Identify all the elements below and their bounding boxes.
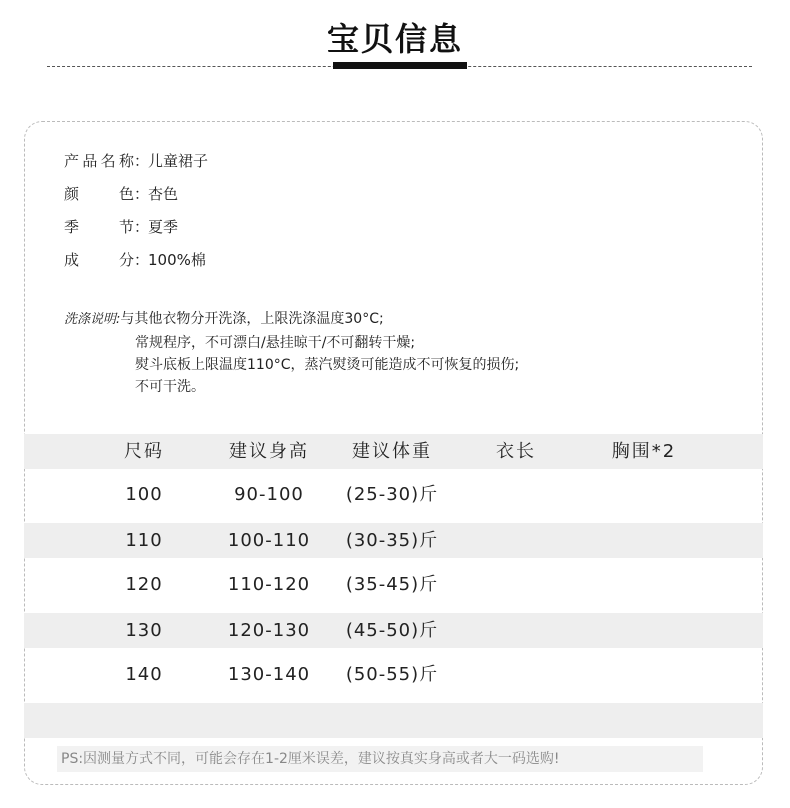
table-cell-size: 120 <box>125 574 163 595</box>
table-cell-height: 90-100 <box>234 484 304 505</box>
table-header-cell: 衣长 <box>496 441 536 462</box>
page-title: 宝贝信息 <box>326 20 463 58</box>
washing-line-1 <box>64 308 384 328</box>
spec-label: 产品名称 <box>64 152 134 170</box>
table-cell-size: 110 <box>125 530 163 551</box>
table-cell-chest <box>594 567 694 602</box>
table-header-cell: 胸围*2 <box>611 441 677 462</box>
table-cell-length <box>476 477 556 512</box>
title-underline-bar <box>333 62 467 69</box>
table-cell-chest <box>594 657 694 692</box>
table-cell-weight: (50-55)斤 <box>345 664 439 685</box>
spec-colon: ： <box>134 218 150 236</box>
table-cell-length <box>476 657 556 692</box>
spec-row-season <box>64 216 178 238</box>
spec-label: 季节 <box>64 218 134 236</box>
washing-text: 与其他衣物分开洗涤，上限洗涤温度30°C; <box>120 311 384 327</box>
table-row <box>24 613 763 648</box>
table-row <box>24 523 763 558</box>
spec-row-color <box>64 183 178 205</box>
table-cell-height: 110-120 <box>227 574 311 595</box>
washing-line-3: 熨斗底板上限温度110°C，蒸汽熨烫可能造成不可恢复的损伤; <box>135 357 520 373</box>
spec-colon: ： <box>134 185 150 203</box>
table-header-cell: 建议体重 <box>352 441 432 462</box>
measurement-note: PS:因测量方式不同，可能会存在1-2厘米误差，建议按真实身高或者大一码选购! <box>57 746 703 772</box>
table-cell-size: 140 <box>125 664 163 685</box>
spec-label: 颜色 <box>64 185 134 203</box>
washing-line-4: 不可干洗。 <box>135 379 205 395</box>
table-header-cell: 建议身高 <box>229 441 309 462</box>
table-header-cell: 尺码 <box>124 441 164 462</box>
spec-row-material <box>64 249 206 271</box>
table-header-row <box>24 434 763 469</box>
washing-label: 洗涤说明: <box>64 312 121 327</box>
table-cell-weight: (45-50)斤 <box>345 620 439 641</box>
table-row-empty <box>24 703 763 738</box>
table-cell-height: 120-130 <box>227 620 311 641</box>
table-cell-size: 130 <box>125 620 163 641</box>
table-cell-chest <box>594 523 694 558</box>
table-cell-length <box>476 523 556 558</box>
table-cell-size: 100 <box>125 484 163 505</box>
spec-row-name <box>64 150 208 172</box>
table-cell-weight: (30-35)斤 <box>345 530 439 551</box>
washing-line-2: 常规程序，不可漂白/悬挂晾干/不可翻转干燥; <box>135 335 416 351</box>
table-cell-length <box>476 567 556 602</box>
spec-label: 成分 <box>64 251 134 269</box>
table-cell-weight: (35-45)斤 <box>345 574 439 595</box>
table-cell-weight: (25-30)斤 <box>345 484 439 505</box>
spec-value: 杏色 <box>148 185 179 203</box>
table-cell-chest <box>594 613 694 648</box>
table-cell-chest <box>594 477 694 512</box>
spec-colon: ： <box>134 152 150 170</box>
table-row <box>24 477 763 512</box>
table-row <box>24 657 763 692</box>
spec-value: 夏季 <box>148 218 179 236</box>
table-cell-height: 130-140 <box>227 664 311 685</box>
table-cell-height: 100-110 <box>227 530 311 551</box>
table-row <box>24 567 763 602</box>
spec-colon: ： <box>134 251 150 269</box>
spec-value: 儿童裙子 <box>148 152 209 170</box>
spec-value: 100%棉 <box>148 251 206 269</box>
table-cell-length <box>476 613 556 648</box>
